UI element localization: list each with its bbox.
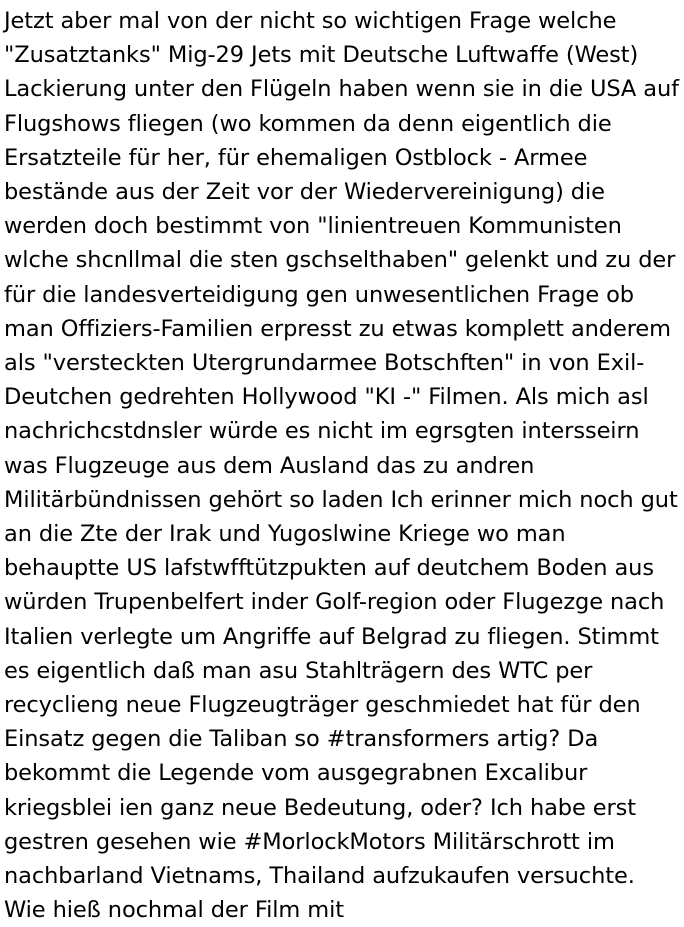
document-body-paragraph: Jetzt aber mal von der nicht so wichtigen Frage welche "Zusatztanks" Mig-29 Jets mit Deutsche Luftwaffe (West) Lackierung unter den Flügeln haben wenn sie in die USA auf Flugshows fliegen (wo kommen da denn eigentlich die Ersatzteile für her, für ehemaligen Ostblock - Armee bestände aus der Zeit vor der Wiedervereinigung) die werden doch bestimmt von "linientreuen Kommunisten wlche shcnllmal die sten gschselthaben" gelenkt und zu der für die landesverteidigung gen unwesentlichen Frage ob man Offiziers-Familien erpresst zu etwas komplett anderem als "versteckten Utergrundarmee Botschften" in von Exil-Deutchen gedrehten Hollywood "KI -" Filmen. Als mich asl nachrichcstdnsler würde es nicht im egrsgten intersseirn was Flugzeuge aus dem Ausland das zu andren Militärbündnissen gehört so laden Ich erinner mich noch gut an die Zte der Irak und Yugoslwine Kriege wo man behauptte US lafstwfftützpukten auf deutchem Boden aus würden Trupenbelfert inder Golf-region oder Flugezge nach Italien verlegte um Angriffe auf Belgrad zu fliegen. Stimmt es eigentlich daß man asu Stahlträgern des WTC per recyclieng neue Flugzeugträger geschmiedet hat für den Einsatz gegen die Taliban so #transformers artig? Da bekommt die Legende vom ausgegrabnen Excalibur kriegsblei ien ganz neue Bedeutung, oder? Ich habe erst gestren gesehen wie #MorlockMotors Militärschrott im nachbarland Vietnams, Thailand aufzukaufen versuchte. Wie hieß nochmal der Film mit: [4, 8, 679, 924]
